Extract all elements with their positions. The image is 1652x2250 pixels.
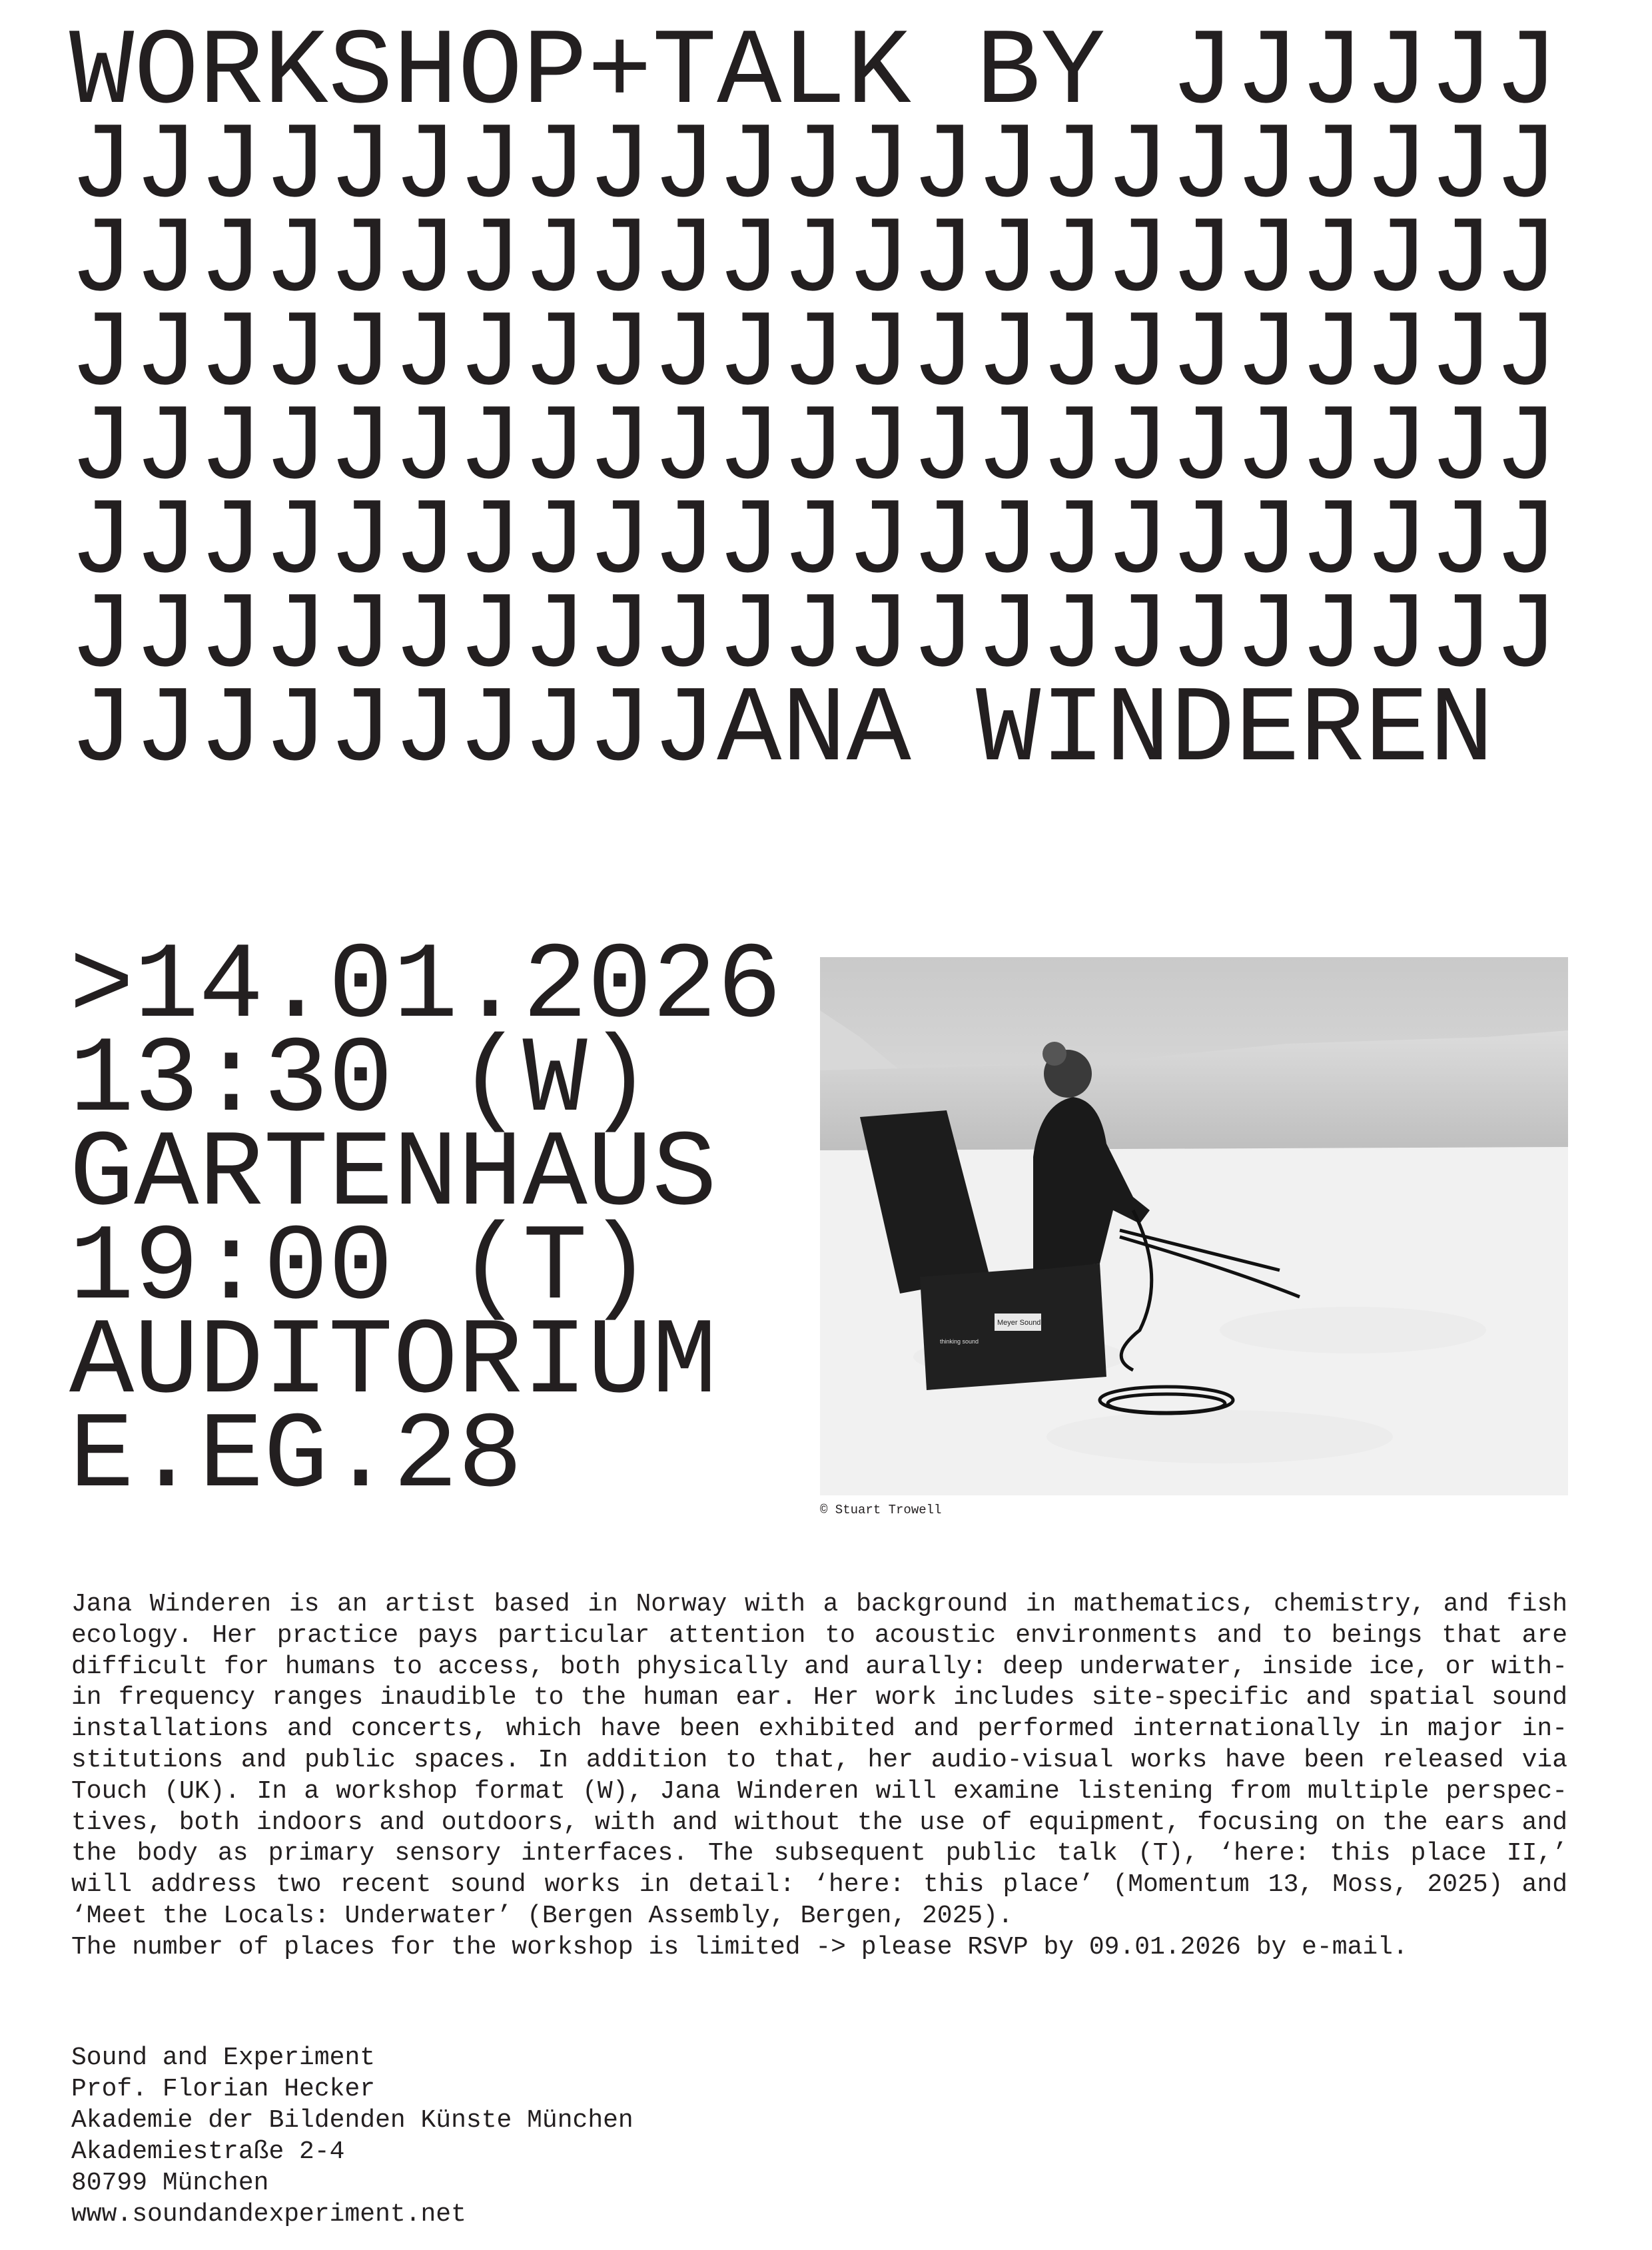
footer-line: Akademie der Bildenden Künste München — [71, 2106, 633, 2135]
description — [71, 1589, 1567, 1964]
photo-credit: © Stuart Trowell — [820, 1503, 942, 1517]
headline-line: JJJJJJJJJJJJJJJJJJJJJJJ — [69, 294, 1559, 416]
event-detail-line: >14.01.2026 — [69, 926, 782, 1048]
event-detail-line: AUDITORIUM — [69, 1302, 717, 1424]
description-line: stitutions and public spaces. In addition to that, her audio-visual works have been released via — [71, 1745, 1567, 1774]
event-details — [69, 926, 782, 1518]
event-detail-line: 13:30 (W) — [69, 1020, 652, 1142]
description-line: the body as primary sensory interfaces. The subsequent public talk (T), ‘here: this place II,’ — [71, 1839, 1567, 1868]
footer-line: www.soundandexperiment.net — [71, 2200, 466, 2229]
footer-address — [71, 2042, 633, 2230]
footer-line: 80799 München — [71, 2169, 269, 2197]
description-line: Touch (UK). In a workshop format (W), Jana Winderen will examine listening from multiple perspec- — [71, 1776, 1567, 1806]
description-line: installations and concerts, which have been exhibited and performed internationally in major in- — [71, 1714, 1567, 1744]
description-line: ‘Meet the Locals: Underwater’ (Bergen Assembly, Bergen, 2025). — [71, 1901, 1013, 1930]
box-sublabel: thinking sound — [940, 1338, 979, 1345]
description-line: will address two recent sound works in detail: ‘here: this place’ (Momentum 13, Moss, 2025) and — [71, 1870, 1567, 1900]
description-line: Jana Winderen is an artist based in Norway with a background in mathematics, chemistry, and fish — [71, 1590, 1567, 1619]
description-line: in frequency ranges inaudible to the human ear. Her work includes site-specific and spatial sound — [71, 1683, 1567, 1712]
event-detail-line: 19:00 (T) — [69, 1208, 652, 1330]
description-line: The number of places for the workshop is limited -> please RSVP by 09.01.2026 by e-mail. — [71, 1932, 1408, 1962]
headline — [69, 12, 1559, 792]
footer-line: Akademiestraße 2-4 — [71, 2137, 345, 2166]
description-line: ecology. Her practice pays particular attention to acoustic environments and to beings that are — [71, 1621, 1567, 1650]
headline-line: JJJJJJJJJJJJJJJJJJJJJJJ — [69, 200, 1559, 322]
event-detail-line: E.EG.28 — [69, 1395, 523, 1518]
description-line: difficult for humans to access, both physically and aurally: deep underwater, inside ice, or with- — [71, 1652, 1567, 1681]
event-photo — [820, 957, 1568, 1495]
headline-line: JJJJJJJJJJJJJJJJJJJJJJJ — [69, 388, 1559, 510]
headline-line: JJJJJJJJJJJJJJJJJJJJJJJ — [69, 482, 1559, 604]
description-line: tives, both indoors and outdoors, with and without the use of equipment, focusing on the ears and — [71, 1808, 1567, 1837]
footer-line: Sound and Experiment — [71, 2044, 376, 2072]
headline-line: JJJJJJJJJJANA WINDEREN — [69, 669, 1494, 792]
box-label: Meyer Sound — [997, 1319, 1041, 1327]
headline-line: JJJJJJJJJJJJJJJJJJJJJJJ — [69, 575, 1559, 698]
headline-line: WORKSHOP+TALK BY JJJJJJ — [69, 12, 1559, 135]
footer-line: Prof. Florian Hecker — [71, 2075, 376, 2103]
event-detail-line: GARTENHAUS — [69, 1114, 717, 1236]
headline-line: JJJJJJJJJJJJJJJJJJJJJJJ — [69, 106, 1559, 228]
